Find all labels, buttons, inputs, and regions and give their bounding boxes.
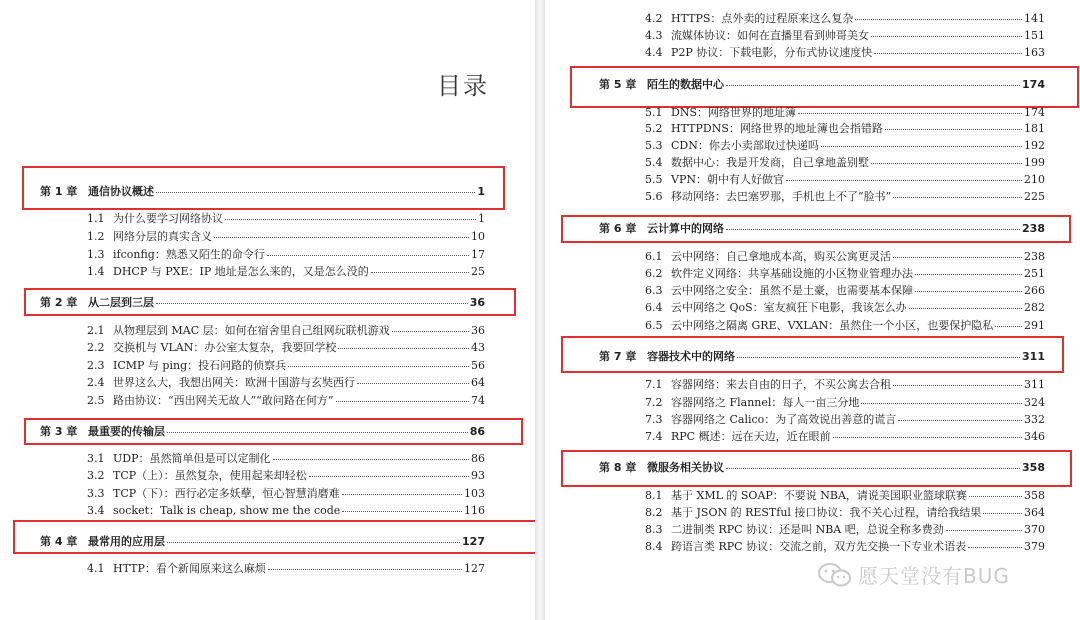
- section-row[interactable]: [87, 469, 485, 483]
- chapter-label: 第 6 章: [599, 222, 637, 235]
- page-number: 86: [469, 425, 485, 438]
- section-number: 7.2: [645, 396, 663, 409]
- leader-dots: [833, 428, 1022, 438]
- page-number: 282: [1024, 301, 1045, 314]
- leader-dots: [821, 137, 1022, 147]
- leader-dots: [909, 299, 1022, 309]
- section-title: P2P 协议：下载电影，分布式协议速度快: [671, 46, 873, 59]
- chapter-row[interactable]: [40, 535, 485, 549]
- page-number: 36: [471, 324, 485, 337]
- section-row[interactable]: [87, 394, 485, 408]
- leader-dots: [983, 504, 1022, 514]
- page-number: 210: [1024, 173, 1045, 186]
- section-row[interactable]: [87, 376, 485, 390]
- section-number: 1.1: [87, 212, 105, 225]
- section-title: UDP：虽然简单但是可以定制化: [113, 452, 271, 465]
- watermark: [818, 560, 1010, 589]
- chapter-label: 第 5 章: [599, 78, 637, 91]
- page-number: 311: [1022, 350, 1045, 363]
- section-title: 云中网络：自己拿地成本高，购买公寓更灵活: [671, 250, 891, 263]
- page-number: 225: [1024, 190, 1045, 203]
- book-gutter: [535, 0, 545, 620]
- section-row[interactable]: [645, 413, 1045, 427]
- leader-dots: [357, 374, 469, 384]
- section-row[interactable]: [645, 319, 1045, 333]
- section-row[interactable]: [87, 504, 485, 518]
- right-page: [545, 0, 1080, 620]
- chapter-row[interactable]: [599, 461, 1045, 475]
- section-row[interactable]: [645, 489, 1045, 503]
- section-row[interactable]: [645, 396, 1045, 410]
- section-number: 7.3: [645, 413, 663, 426]
- section-number: 8.4: [645, 540, 663, 553]
- leader-dots: [336, 392, 470, 402]
- section-row[interactable]: [87, 452, 485, 466]
- page-number: 324: [1024, 396, 1045, 409]
- section-number: 8.1: [645, 489, 663, 502]
- leader-dots: [342, 485, 462, 495]
- page-number: 266: [1024, 284, 1045, 297]
- section-row[interactable]: [645, 190, 1045, 204]
- page-number: 116: [464, 504, 485, 517]
- section-number: 5.2: [645, 122, 663, 135]
- chapter-title: 通信协议概述: [88, 185, 154, 198]
- section-number: 4.1: [87, 562, 105, 575]
- section-row[interactable]: [645, 46, 1045, 60]
- leader-dots: [167, 423, 468, 433]
- chapter-row[interactable]: [40, 185, 485, 199]
- section-title: 基于 XML 的 SOAP：不要说 NBA，请说美国职业篮球联赛: [671, 489, 967, 502]
- leader-dots: [871, 27, 1022, 37]
- section-title: 从物理层到 MAC 层：如何在宿舍里自己组网玩联机游戏: [113, 324, 390, 337]
- section-title: 路由协议：“西出网关无故人”“敢问路在何方”: [113, 394, 334, 407]
- leader-dots: [995, 317, 1022, 327]
- page-number: 1: [477, 185, 485, 198]
- section-row[interactable]: [645, 301, 1045, 315]
- page-number: 311: [1024, 378, 1045, 391]
- page-number: 379: [1024, 540, 1045, 553]
- leader-dots: [726, 76, 1020, 86]
- section-number: 6.3: [645, 284, 663, 297]
- page-number: 358: [1024, 489, 1045, 502]
- page-number: 151: [1024, 29, 1045, 42]
- leader-dots: [371, 263, 469, 273]
- chapter-title: 容器技术中的网络: [647, 350, 735, 363]
- section-number: 1.3: [87, 248, 105, 261]
- section-number: 2.1: [87, 324, 105, 337]
- leader-dots: [861, 394, 1022, 404]
- section-title: 网络分层的真实含义: [113, 230, 212, 243]
- section-number: 6.1: [645, 250, 663, 263]
- section-number: 8.3: [645, 523, 663, 536]
- chapter-row[interactable]: [599, 350, 1045, 364]
- section-title: socket：Talk is cheap, show me the code: [113, 504, 341, 517]
- page-number: 192: [1024, 139, 1045, 152]
- section-number: 2.3: [87, 359, 105, 372]
- page-number: 17: [471, 248, 485, 261]
- chapter-title: 从二层到三层: [88, 296, 154, 309]
- section-number: 4.3: [645, 29, 663, 42]
- section-number: 3.1: [87, 452, 105, 465]
- page-number: 127: [462, 535, 485, 548]
- page-number: 238: [1022, 222, 1045, 235]
- chapter-row[interactable]: [599, 78, 1045, 92]
- chapter-row[interactable]: [599, 222, 1045, 236]
- leader-dots: [786, 171, 1022, 181]
- leader-dots: [898, 411, 1022, 421]
- section-row[interactable]: [645, 250, 1045, 264]
- section-title: TCP（上）：虽然复杂，使用起来却轻松: [113, 469, 307, 482]
- section-title: 软件定义网络：共享基础设施的小区物业管理办法: [671, 267, 913, 280]
- section-title: CDN：你去小卖部取过快递吗: [671, 139, 819, 152]
- section-title: 容器网络之 Flannel：每人一亩三分地: [671, 396, 860, 409]
- section-number: 6.2: [645, 267, 663, 280]
- watermark-text: 愿天堂没有BUG: [858, 564, 1010, 588]
- page-number: 199: [1024, 156, 1045, 169]
- section-row[interactable]: [87, 341, 485, 355]
- section-row[interactable]: [645, 106, 1045, 120]
- page-number: 163: [1024, 46, 1045, 59]
- section-title: 流媒体协议：如何在直播里看到帅哥美女: [671, 29, 869, 42]
- section-number: 4.2: [645, 12, 663, 25]
- leader-dots: [288, 357, 469, 367]
- leader-dots: [871, 154, 1022, 164]
- section-row[interactable]: [87, 324, 485, 338]
- section-row[interactable]: [645, 122, 1045, 136]
- chapter-label: 第 2 章: [40, 296, 78, 309]
- section-row[interactable]: [645, 12, 1045, 26]
- section-row[interactable]: [645, 506, 1045, 520]
- section-number: 3.3: [87, 487, 105, 500]
- section-row[interactable]: [87, 248, 485, 262]
- section-title: 容器网络之 Calico：为了高效说出善意的谎言: [671, 413, 897, 426]
- section-number: 5.6: [645, 190, 663, 203]
- section-row[interactable]: [87, 212, 485, 226]
- section-number: 1.4: [87, 265, 105, 278]
- page-number: 141: [1024, 12, 1045, 25]
- page-number: 291: [1024, 319, 1045, 332]
- section-row[interactable]: [87, 230, 485, 244]
- section-number: 8.2: [645, 506, 663, 519]
- page-number: 74: [471, 394, 485, 407]
- page-number: 364: [1024, 506, 1045, 519]
- chapter-label: 第 8 章: [599, 461, 637, 474]
- section-title: VPN：朝中有人好做官: [671, 173, 784, 186]
- section-row[interactable]: [645, 430, 1045, 444]
- section-title: 云中网络之 QoS：室友疯狂下电影，我该怎么办: [671, 301, 907, 314]
- page-number: 56: [471, 359, 485, 372]
- leader-dots: [214, 228, 469, 238]
- section-row[interactable]: [645, 523, 1045, 537]
- section-title: ICMP 与 ping：投石问路的侦察兵: [113, 359, 287, 372]
- section-number: 4.4: [645, 46, 663, 59]
- leader-dots: [726, 220, 1020, 230]
- page-number: 10: [471, 230, 485, 243]
- leader-dots: [968, 538, 1022, 548]
- leader-dots: [392, 322, 469, 332]
- page-number: 43: [471, 341, 485, 354]
- section-number: 3.2: [87, 469, 105, 482]
- section-title: HTTPS：点外卖的过程原来这么复杂: [671, 12, 854, 25]
- section-row[interactable]: [645, 173, 1045, 187]
- section-number: 6.4: [645, 301, 663, 314]
- chapter-label: 第 4 章: [40, 535, 78, 548]
- leader-dots: [726, 459, 1020, 469]
- section-title: 跨语言类 RPC 协议：交流之前，双方先交换一下专业术语表: [671, 540, 967, 553]
- section-number: 5.5: [645, 173, 663, 186]
- section-title: 交换机与 VLAN：办公室太复杂，我要回学校: [113, 341, 337, 354]
- section-title: DHCP 与 PXE：IP 地址是怎么来的，又是怎么没的: [113, 265, 369, 278]
- section-row[interactable]: [645, 139, 1045, 153]
- leader-dots: [156, 183, 475, 193]
- section-title: TCP（下）：西行必定多妖孽，恒心智慧消磨难: [113, 487, 340, 500]
- left-page: [0, 0, 535, 620]
- leader-dots: [267, 246, 469, 256]
- section-title: DNS：网络世界的地址簿: [671, 106, 796, 119]
- chapter-title: 微服务相关协议: [647, 461, 724, 474]
- section-title: HTTP：看个新闻原来这么麻烦: [113, 562, 266, 575]
- section-title: 为什么要学习网络协议: [113, 212, 223, 225]
- section-number: 5.4: [645, 156, 663, 169]
- leader-dots: [885, 120, 1022, 130]
- section-number: 2.5: [87, 394, 105, 407]
- chapter-label: 第 7 章: [599, 350, 637, 363]
- leader-dots: [156, 294, 468, 304]
- leader-dots: [268, 560, 462, 570]
- page-number: 346: [1024, 430, 1045, 443]
- chapter-row[interactable]: [40, 425, 485, 439]
- page-number: 332: [1024, 413, 1045, 426]
- section-number: 3.4: [87, 504, 105, 517]
- chapter-title: 最重要的传输层: [88, 425, 165, 438]
- leader-dots: [798, 104, 1022, 114]
- leader-dots: [855, 10, 1022, 20]
- section-row[interactable]: [645, 267, 1045, 281]
- leader-dots: [893, 376, 1022, 386]
- section-number: 5.1: [645, 106, 663, 119]
- leader-dots: [893, 188, 1022, 198]
- page-number: 103: [464, 487, 485, 500]
- chapter-label: 第 1 章: [40, 185, 78, 198]
- leader-dots: [737, 348, 1020, 358]
- page-number: 25: [471, 265, 485, 278]
- page-number: 64: [471, 376, 485, 389]
- leader-dots: [946, 521, 1022, 531]
- section-number: 2.4: [87, 376, 105, 389]
- section-row[interactable]: [87, 359, 485, 373]
- page-number: 127: [464, 562, 485, 575]
- chapter-title: 最常用的应用层: [88, 535, 165, 548]
- leader-dots: [273, 450, 470, 460]
- section-title: 基于 JSON 的 RESTful 接口协议：我不关心过程，请给我结果: [671, 506, 982, 519]
- section-row[interactable]: [645, 29, 1045, 43]
- chapter-label: 第 3 章: [40, 425, 78, 438]
- wechat-icon: [818, 563, 852, 587]
- leader-dots: [167, 533, 460, 543]
- section-number: 1.2: [87, 230, 105, 243]
- leader-dots: [338, 339, 469, 349]
- leader-dots: [915, 282, 1022, 292]
- section-title: 云中网络之安全：虽然不是土豪，也需要基本保障: [671, 284, 913, 297]
- section-row[interactable]: [87, 562, 485, 576]
- leader-dots: [225, 210, 476, 220]
- section-title: 数据中心：我是开发商，自己拿地盖别墅: [671, 156, 869, 169]
- section-row[interactable]: [645, 156, 1045, 170]
- chapter-row[interactable]: [40, 296, 485, 310]
- page-number: 370: [1024, 523, 1045, 536]
- leader-dots: [893, 248, 1022, 258]
- leader-dots: [342, 502, 462, 512]
- page-number: 238: [1024, 250, 1045, 263]
- section-row[interactable]: [645, 378, 1045, 392]
- section-row[interactable]: [645, 284, 1045, 298]
- section-title: 云中网络之隔离 GRE、VXLAN：虽然住一个小区，也要保护隐私: [671, 319, 994, 332]
- leader-dots: [309, 467, 469, 477]
- section-number: 7.1: [645, 378, 663, 391]
- section-number: 2.2: [87, 341, 105, 354]
- section-row[interactable]: [87, 265, 485, 279]
- section-title: 世界这么大，我想出网关：欧洲十国游与玄奘西行: [113, 376, 355, 389]
- chapter-title: 云计算中的网络: [647, 222, 724, 235]
- toc-title: 目录: [437, 72, 489, 100]
- section-title: 移动网络：去巴塞罗那，手机也上不了“脸书”: [671, 190, 892, 203]
- page-number: 174: [1024, 106, 1045, 119]
- section-row[interactable]: [87, 487, 485, 501]
- page-number: 251: [1024, 267, 1045, 280]
- leader-dots: [969, 487, 1022, 497]
- page-number: 93: [471, 469, 485, 482]
- section-title: ifconfig：熟悉又陌生的命令行: [113, 248, 265, 261]
- section-title: HTTPDNS：网络世界的地址簿也会指错路: [671, 122, 883, 135]
- page-number: 174: [1022, 78, 1045, 91]
- leader-dots: [915, 265, 1022, 275]
- section-title: 二进制类 RPC 协议：还是叫 NBA 吧，总说全称多费劲: [671, 523, 944, 536]
- page-number: 36: [469, 296, 485, 309]
- section-number: 6.5: [645, 319, 663, 332]
- page-number: 358: [1022, 461, 1045, 474]
- section-title: 容器网络：来去自由的日子，不买公寓去合租: [671, 378, 891, 391]
- chapter-title: 陌生的数据中心: [647, 78, 724, 91]
- page-number: 1: [478, 212, 485, 225]
- page-number: 86: [471, 452, 485, 465]
- section-title: RPC 概述：远在天边，近在眼前: [671, 430, 831, 443]
- section-number: 5.3: [645, 139, 663, 152]
- leader-dots: [874, 44, 1022, 54]
- page-number: 181: [1024, 122, 1045, 135]
- section-number: 7.4: [645, 430, 663, 443]
- section-row[interactable]: [645, 540, 1045, 554]
